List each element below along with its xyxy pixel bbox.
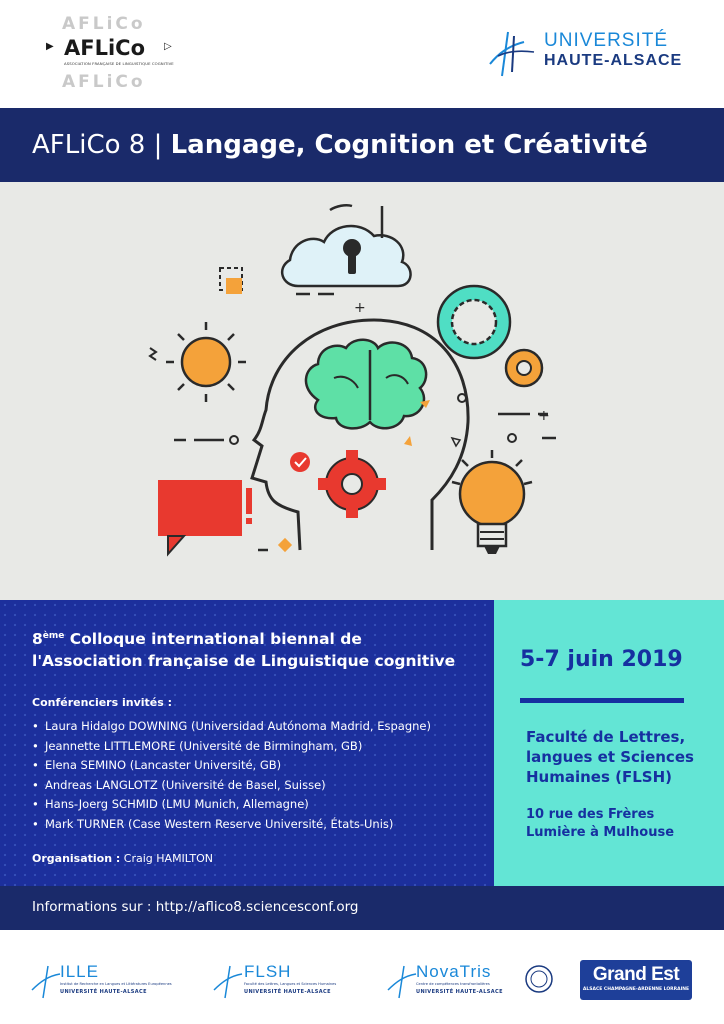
flsh-logo xyxy=(212,962,372,1002)
organisation-name: Craig HAMILTON xyxy=(120,852,214,865)
gear-icon xyxy=(438,286,542,386)
address-line: 10 rue des Frères xyxy=(526,807,655,822)
bullet-icon: • xyxy=(32,797,39,811)
aflico-logo-name: AFLiCo xyxy=(64,36,146,60)
event-address xyxy=(526,806,674,842)
brain-icon xyxy=(306,340,426,429)
list-item xyxy=(32,717,431,737)
cloud-lock-icon xyxy=(282,205,410,286)
checkmark-icon xyxy=(290,452,310,472)
sun-icon xyxy=(166,322,246,402)
svg-text:+: + xyxy=(354,300,366,316)
divider xyxy=(520,698,684,703)
aflico-logo-subtitle: ASSOCIATION FRANÇAISE DE LINGUISTIQUE COGNITIVE xyxy=(64,61,174,66)
ille-subtitle: Institut de Recherche en Langues et Littératures Européennes xyxy=(60,982,172,986)
aflico-logo-ghost-bottom: AFLiCo xyxy=(62,72,146,92)
seal-icon xyxy=(524,964,554,994)
uha-symbol-icon xyxy=(484,26,540,82)
ille-university: UNIVERSITÉ HAUTE-ALSACE xyxy=(60,989,147,995)
flsh-name: FLSH xyxy=(244,962,292,981)
list-item xyxy=(32,776,431,796)
triangle-left-icon: ▶ xyxy=(46,41,54,52)
title-prefix: AFLiCo 8 | xyxy=(32,130,171,160)
venue-line: Faculté de Lettres, xyxy=(526,728,686,746)
novatris-subtitle: Centre de compétences transfrontalières xyxy=(416,982,490,986)
novatris-name: NovaTris xyxy=(416,962,492,981)
speaker-name: Elena SEMINO (Lancaster Université, GB) xyxy=(45,758,282,772)
colloque-line1: Colloque international biennal de xyxy=(64,630,362,649)
grand-est-subtitle: ALSACE CHAMPAGNE-ARDENNE LORRAINE xyxy=(582,987,690,992)
bullet-icon: • xyxy=(32,777,39,792)
speakers-list xyxy=(32,717,431,834)
novatris-logo xyxy=(386,962,556,1002)
list-item xyxy=(32,795,431,815)
bullet-icon: • xyxy=(32,719,39,733)
aflico-logo-ghost-top: AFLiCo xyxy=(62,14,146,34)
event-dates: 5-7 juin 2019 xyxy=(520,647,683,672)
colloque-line2: l'Association française de Linguistique cognitive xyxy=(32,652,456,671)
illustration-graphic xyxy=(0,182,724,600)
flsh-university: UNIVERSITÉ HAUTE-ALSACE xyxy=(244,989,331,995)
speaker-name: Mark TURNER (Case Western Reserve Université, États-Unis) xyxy=(45,816,394,831)
speech-bubble-icon xyxy=(158,480,252,554)
bullet-icon: • xyxy=(32,738,39,753)
organisation-label: Organisation : xyxy=(32,852,121,865)
event-panel xyxy=(494,600,724,886)
venue-line: Humaines (FLSH) xyxy=(526,768,673,786)
red-gear-icon xyxy=(318,450,386,518)
organisation xyxy=(32,852,213,865)
header xyxy=(0,0,724,108)
university-logo-line1: UNIVERSITÉ xyxy=(544,30,669,51)
lightbulb-icon xyxy=(452,450,532,554)
page-title xyxy=(32,130,648,160)
grand-est-logo xyxy=(580,960,692,1000)
colloque-ordinal: 8 xyxy=(32,630,43,649)
speakers-label: Conférenciers invités : xyxy=(32,696,173,709)
event-venue xyxy=(526,727,694,787)
venue-line: langues et Sciences xyxy=(526,748,694,766)
ille-name: ILLE xyxy=(60,962,99,981)
speaker-name: Hans-Joerg SCHMID (LMU Munich, Allemagne) xyxy=(45,797,309,811)
svg-text:+: + xyxy=(538,408,550,424)
aflico-logo xyxy=(40,14,180,94)
university-logo xyxy=(484,26,704,82)
ille-logo xyxy=(30,962,190,1002)
info-bar xyxy=(0,886,724,930)
info-link[interactable]: Informations sur : http://aflico8.sciencesconf.org xyxy=(32,899,359,915)
info-panel xyxy=(0,600,494,886)
address-line: Lumière à Mulhouse xyxy=(526,825,675,840)
speaker-name: Jeannette LITTLEMORE (Université de Birmingham, GB) xyxy=(45,738,363,753)
flsh-subtitle: Faculté des Lettres, Langues et Sciences Humaines xyxy=(244,982,337,986)
bullet-icon: • xyxy=(32,758,39,772)
list-item xyxy=(32,815,431,835)
title-bar xyxy=(0,108,724,182)
list-item xyxy=(32,756,431,776)
illustration xyxy=(0,182,724,600)
colloque-ordinal-suffix: ème xyxy=(42,631,65,641)
speaker-name: Andreas LANGLOTZ (Université de Basel, Suisse) xyxy=(45,777,326,792)
list-item xyxy=(32,737,431,757)
grand-est-name: Grand Est xyxy=(592,964,680,985)
speaker-name: Laura Hidalgo DOWNING (Universidad Autónoma Madrid, Espagne) xyxy=(45,719,431,733)
title-theme: Langage, Cognition et Créativité xyxy=(170,130,648,160)
triangle-right-icon: ▷ xyxy=(164,41,172,52)
university-logo-line2: HAUTE-ALSACE xyxy=(544,52,683,69)
novatris-university: UNIVERSITÉ HAUTE-ALSACE xyxy=(416,989,503,995)
bullet-icon: • xyxy=(32,816,39,831)
colloque-heading xyxy=(32,625,455,672)
